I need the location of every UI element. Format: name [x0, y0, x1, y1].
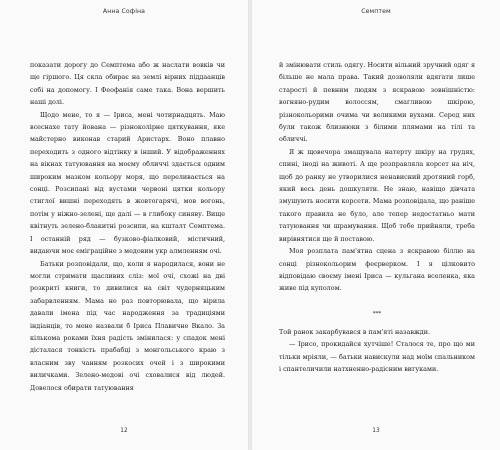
left-running-header: Анна Софіна — [102, 8, 146, 15]
right-running-header: Семптем — [361, 8, 391, 15]
left-page-number: 12 — [120, 428, 128, 434]
paragraph: Батьки розповідали, що, коли я народилася, вони не могли стримати щасливих сліз: мої очі, схожі на дві розкриті книги, то дивилися на світ чудерняцьким забарвленням. Мама не раз повторювала, що вірила давали імена під час народження за традиціями індіанців, то мене назвали б Іриса Плавичне Вкало. За кількома роками їхня радість змінилася: у спадок мені дісталася тонкість прабабці з монгольського краю з власним зву чанням розкосих очей і з широкими виличками. Зелено-медові очі сховалися від людей. Довелося обирати татуювання — [30, 259, 225, 392]
paragraph: — Ірисо, прокидайся хутчіше! Сталося те, про що ми тільки мріяли, — батьки навискули над моїм спальником і спантеличили натхненно-радісним вигуками. — [279, 340, 475, 373]
right-page-text — [279, 59, 475, 375]
paragraph: Моя розплата пам'ятна сцена з яскравою біллю на сонці різнокольорим феєрверком. І я цілковито відповідаю своєму імені Іриса — кульгана вселенка, яка живе під куполом. — [279, 247, 475, 293]
left-page — [0, 0, 248, 450]
left-page-text — [30, 59, 225, 394]
paragraph: й змінювати стиль одягу. Носити вільний зручний одяг я більше не мала права. Такий дозволяли вдягати лише старості й певним людям з яскравою зовнішністю: вогняно-рудим волоссям, смагливою шкірою, різнокольорими очима чи великими вухами. Серед них були також близнюки з білими плямами на тілі та обличчі. — [279, 61, 475, 144]
section-separator: *** — [372, 310, 382, 317]
paragraph: Я ж щовечора змащувала натерту шкіру на грудях, спині, іноді на животі. А ще розправляла корсет на ніч, щоб до ранку не утворилися ненависний дротяний горб, який весь день дошкуляти. Не знаю, навіщо дівчата змушують носити корсети. Мама розповідала, що раніше такого правила не було, але тепер недостатньо мати татуювання чи шрамування. Щоб тебе прийняли, треба вирівнятися ще й поставою. — [279, 147, 475, 243]
paragraph: Щодо мене, то я — Іриса, мені чотирнадцять. Маю всеснахе тату йована — різноколірне цяткування, яке майстерно виконав старий Аристарх. Воно плавно переходить з одного відтінку в інший. У відображеннях на вікнах татуювання на моєму обличчі здається одним широким мазком кольору моря, що переливається на сонці. Розсипані від вустами червоні цятки кольору стиглої вишні переходять в жовтогарячі, мов вогонь, потім у ніжно-зелені, ще далі — в глибоку синяву. Вище квітнуть зелено-блакитні розсипи, на кшталт Семптема. І останній ряд — бузково-фіалковий, містичний, видаючи моє еміграційне з медовим укр алмленням очі. — [30, 110, 225, 256]
paragraph: показати дорогу до Семптема або ж наслати вовків чи ще гіршого. Ця скла обирає на землі вірних піддаанців собі на допомогу. І Феофанія саме така. Вона вершить наші долі. — [30, 61, 225, 107]
right-page-number: 13 — [372, 428, 380, 434]
paragraph: Той ранок закарбувався в пам'яті назавжди. — [279, 327, 431, 336]
right-page — [252, 0, 500, 450]
